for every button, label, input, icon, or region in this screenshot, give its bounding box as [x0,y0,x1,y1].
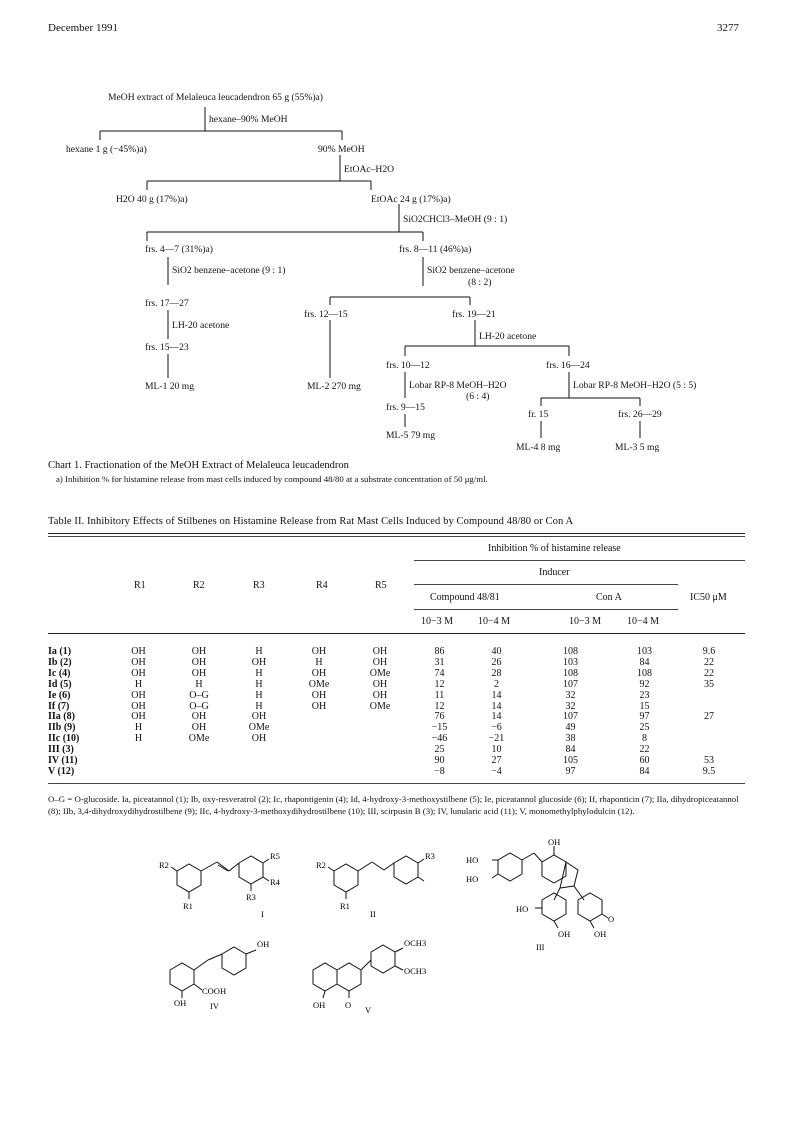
table-cell [108,756,169,767]
table-cell: 12 [434,700,445,712]
chart-caption: Chart 1. Fractionation of the MeOH Extract of Melaleuca leucadendron [48,460,349,471]
con-a-header: Con A [596,592,622,603]
chart-step-lh20-b: LH-20 acetone [479,331,537,342]
table-cell: 76 [434,711,445,723]
table-cell: 12 [434,678,445,690]
table-cell: OMe [369,700,391,712]
table-cell: O–G [189,689,209,701]
table-row [48,680,745,691]
conc-rule [414,609,678,610]
row-compound-label: IIc (10) [48,733,80,745]
table-row [48,723,745,734]
struct-I-label: I [261,909,264,919]
table-cell: OMe [248,722,270,734]
row-compound-label: V (12) [48,765,75,777]
struct-II-r2: R2 [316,860,326,870]
table-cell: H [255,667,263,679]
chart-step-lh20-a: LH-20 acetone [172,320,230,331]
table-cell [673,691,745,702]
table-row [48,691,745,702]
table-cell: H [134,722,143,734]
table-cell: 14 [491,711,502,723]
group-header-rule [414,560,745,561]
chart-footnote: a) Inhibition % for histamine release from mast cells induced by compound 48/80 at a substrate concentration of 50 μg/ml. [56,474,488,484]
table-cell: −15 [431,722,448,734]
chart-node-frs15-23: frs. 15—23 [145,342,189,353]
table-cell: 108 [637,667,652,679]
chart-node-frs26-29: frs. 26—29 [618,409,662,420]
table-cell [289,756,349,767]
table-cell: 105 [563,755,578,767]
table-cell: 53 [704,755,714,767]
table-row [48,767,745,778]
table-cell: OMe [369,667,391,679]
chart-node-frs17-27: frs. 17—27 [145,298,189,309]
chart-node-frs16-24: frs. 16—24 [546,360,590,371]
chart-node-etoac: EtOAc 24 g (17%)a) [371,194,451,205]
table-cell [169,767,229,778]
conc-header-1: 10−3 M [421,616,454,627]
table-cell: 103 [637,646,652,657]
table-cell: 27 [491,755,502,767]
chart-step-lobar-6-4: Lobar RP-8 MeOH–H2O [409,380,507,391]
data-table [48,647,745,778]
table-cell: OH [372,646,388,657]
row-compound-label: Id (5) [48,678,72,690]
table-cell [289,712,349,723]
table-cell: −4 [491,765,502,777]
struct-IV-oh-1: OH [257,939,270,949]
table-cell [349,712,411,723]
table-cell: 97 [565,765,576,777]
table-cell: OH [191,656,207,668]
chart-node-frs9-15: frs. 9—15 [386,402,425,413]
table-cell: OH [191,646,207,657]
table-cell: 22 [704,656,714,668]
chart-node-frs19-21: frs. 19—21 [452,309,496,320]
table-group-header: Inhibition % of histamine release [488,543,621,554]
table-cell: 84 [565,744,576,756]
table-cell: 92 [639,678,650,690]
chart-step-partition: hexane–90% MeOH [209,114,288,125]
chart-result-ml5: ML-5 79 mg [386,430,436,441]
table-cell [349,734,411,745]
conc-header-3: 10−3 M [569,616,602,627]
ic50-header: IC50 μM [690,592,727,603]
table-cell: OH [311,700,327,712]
table-cell [289,734,349,745]
chart-node-hexane: hexane 1 g (−45%)a) [66,144,147,155]
table-cell: H [255,700,263,712]
table-cell: 60 [639,755,650,767]
struct-V-o: O [345,1000,352,1010]
table-cell: 35 [704,678,714,690]
structure-V [305,928,455,1023]
structure-I [155,843,295,923]
table-cell: 107 [563,711,578,723]
table-cell: 22 [704,667,714,679]
table-cell: OH [311,646,327,657]
table-cell [349,767,411,778]
inducer-rule [414,584,678,585]
chart-step-etoac: EtOAc–H2O [344,164,395,175]
struct-III-o: O [608,914,615,924]
chart-node-frs12-15: frs. 12—15 [304,309,348,320]
table-cell: H [134,733,143,745]
struct-I-r4: R4 [270,877,280,887]
table-cell: OH [131,646,146,657]
row-compound-label: If (7) [48,700,70,712]
table-cell: 26 [491,656,502,668]
table-bottom-rule [48,783,745,784]
table-cell: 108 [563,667,578,679]
struct-III-ho-3: HO [516,904,529,914]
row-compound-label: Ib (2) [48,656,72,668]
table-cell: OH [372,656,388,668]
chart-node-meoh90: 90% MeOH [318,144,365,155]
table-cell: 14 [491,700,502,712]
table-cell [229,756,289,767]
struct-I-r3: R3 [246,892,256,902]
table-cell: OMe [188,733,210,745]
row-compound-label: Ia (1) [48,646,72,657]
table-cell: −21 [488,733,505,745]
table-cell: 31 [434,656,445,668]
table-cell: 28 [491,667,502,679]
structure-II [312,843,452,923]
table-cell: OH [372,689,388,701]
conc-header-4: 10−4 M [627,616,660,627]
table-cell: OH [131,656,146,668]
table-cell: H [255,646,263,657]
chart-step-benzene-acetone-9-1: SiO2 benzene–acetone (9 : 1) [172,265,286,276]
table-cell: 10 [491,744,502,756]
table-cell: OH [311,667,327,679]
chart-node-frs4-7: frs. 4—7 (31%)a) [145,244,213,255]
table-cell: 25 [639,722,650,734]
struct-I-r2: R2 [159,860,169,870]
struct-V-oh: OH [313,1000,326,1010]
compound-48-81-header: Compound 48/81 [430,592,500,603]
row-compound-label: IIb (9) [48,722,76,734]
table-cell [108,745,169,756]
table-cell: H [134,678,143,690]
table-cell: 40 [491,646,502,657]
chart-step-sio2: SiO2CHCl3–MeOH (9 : 1) [403,214,508,225]
table-cell: −6 [491,722,502,734]
table-cell: H [255,689,263,701]
struct-III-oh-top: OH [548,838,561,847]
table-cell: 108 [563,646,578,657]
struct-V-och3-1: OCH3 [404,938,427,948]
table-top-rule [48,533,745,534]
struct-IV-cooh: COOH [202,986,227,996]
structure-III [460,838,640,958]
struct-II-r3: R3 [425,851,435,861]
table-cell [349,756,411,767]
col-r3: R3 [253,580,265,591]
table-cell: H [255,678,263,690]
table-cell: 90 [434,755,445,767]
chart-result-ml1: ML-1 20 mg [145,381,195,392]
chart-result-ml3: ML-3 5 mg [615,442,660,453]
table-footnote: O–G = O-glucoside. Ia, piceatannol (1); Ib, oxy-resveratrol (2); Ic, rhapontigenin (4); Id, 4-hydroxy-3-methoxystilbene (5); Ie, piceatannol glucoside (6); If, rhaponticin (7); IIa, dihydropiceatannol (8); IIb, 3,4-dihydroxydihydrostilbene (9); IIc, 4-hydroxy-3-methoxydihydrostilbene (10); III, scirpusin B (3); IV, lunularic acid (11); V, monomethylphylodulcin (12). [48,794,739,816]
table-header-rule [48,633,745,634]
chart-node-frs8-11: frs. 8—11 (46%)a) [399,244,472,255]
struct-III-oh-2: OH [594,929,607,939]
table-cell [108,767,169,778]
table-cell: 9.5 [702,765,716,777]
table-cell: 25 [434,744,445,756]
row-compound-label: Ie (6) [48,689,71,701]
chart-step-benzene-acetone: SiO2 benzene–acetone [427,265,515,276]
table-cell: OH [131,667,146,679]
chart-node-frs10-12: frs. 10—12 [386,360,430,371]
table-cell: OH [191,667,207,679]
table-cell: 32 [565,700,576,712]
chart-step-ratio-8-2: (8 : 2) [468,277,492,288]
row-compound-label: III (3) [48,744,74,756]
structure-IV [150,930,290,1020]
table-cell: 84 [639,656,650,668]
col-r2: R2 [193,580,205,591]
table-cell [169,756,229,767]
table-cell: 15 [639,700,650,712]
table-cell: OH [251,711,267,723]
table-top-rule-2 [48,536,745,537]
table-cell: 49 [565,722,576,734]
struct-III-ho-1: HO [466,855,479,865]
conc-header-2: 10−4 M [478,616,511,627]
table-cell: O–G [189,700,209,712]
table-cell: 84 [639,765,650,777]
col-r5: R5 [375,580,387,591]
struct-III-ho-2: HO [466,874,479,884]
table-cell: OH [251,656,267,668]
table-cell: 86 [434,646,445,657]
table-cell: 32 [565,689,576,701]
struct-II-r1: R1 [340,901,350,911]
table-cell: OH [191,722,207,734]
table-cell: 107 [563,678,578,690]
page-number: 3277 [717,22,739,34]
table-cell [673,723,745,734]
table-cell: OH [131,689,146,701]
struct-IV-label: IV [210,1001,219,1011]
chart-result-ml4: ML-4 8 mg [516,442,561,453]
table-cell [289,745,349,756]
inducer-header: Inducer [539,567,570,578]
col-r4: R4 [316,580,328,591]
table-cell: OH [131,711,146,723]
table-cell: 9.6 [702,646,716,657]
table-cell: OH [311,689,327,701]
table-cell: H [195,678,203,690]
table-cell: 2 [494,678,499,690]
table-cell [673,734,745,745]
table-cell: −46 [431,733,448,745]
table-cell: 74 [434,667,445,679]
struct-I-r5: R5 [270,851,280,861]
struct-III-oh-1: OH [558,929,571,939]
row-compound-label: IV (11) [48,755,78,767]
chart-step-ratio-6-4: (6 : 4) [466,391,490,402]
table-cell [229,745,289,756]
table-cell: OH [191,711,207,723]
table-cell: 38 [565,733,576,745]
struct-I-r1: R1 [183,901,193,911]
table-cell: 14 [491,689,502,701]
table-cell: 103 [563,656,578,668]
table-cell: 22 [639,744,650,756]
struct-II-label: II [370,909,376,919]
table-cell: H [315,656,323,668]
row-compound-label: IIa (8) [48,711,75,723]
table-title: Table II. Inhibitory Effects of Stilbenes on Histamine Release from Rat Mast Cells Induced by Compound 48/80 or Con A [48,516,574,527]
table-cell: −8 [434,765,445,777]
chart-node-h2o: H2O 40 g (17%)a) [116,194,188,205]
table-cell: 27 [704,711,714,723]
table-cell [349,723,411,734]
struct-V-och3-2: OCH3 [404,966,427,976]
table-cell: 97 [639,711,650,723]
row-compound-label: Ic (4) [48,667,71,679]
chart-node-extract: MeOH extract of Melaleuca leucadendron 65 g (55%)a) [108,92,323,103]
table-cell [229,767,289,778]
table-cell: OH [131,700,146,712]
struct-III-label: III [536,942,545,952]
table-cell [289,767,349,778]
struct-IV-oh-2: OH [174,998,187,1008]
table-cell: OH [372,678,388,690]
table-cell [169,745,229,756]
table-cell: OMe [308,678,330,690]
chart-step-lobar-5-5: Lobar RP-8 MeOH–H2O (5 : 5) [573,380,697,391]
table-cell: 8 [642,733,647,745]
table-cell: 11 [434,689,445,701]
fractionation-chart-lines [0,0,793,470]
table-cell [349,745,411,756]
table-cell [289,723,349,734]
running-header-date: December 1991 [48,22,118,34]
struct-V-label: V [365,1005,372,1015]
chart-result-ml2: ML-2 270 mg [307,381,361,392]
table-cell: OH [251,733,267,745]
col-r1: R1 [134,580,146,591]
table-cell: 23 [639,689,650,701]
chart-node-fr15: fr. 15 [528,409,549,420]
